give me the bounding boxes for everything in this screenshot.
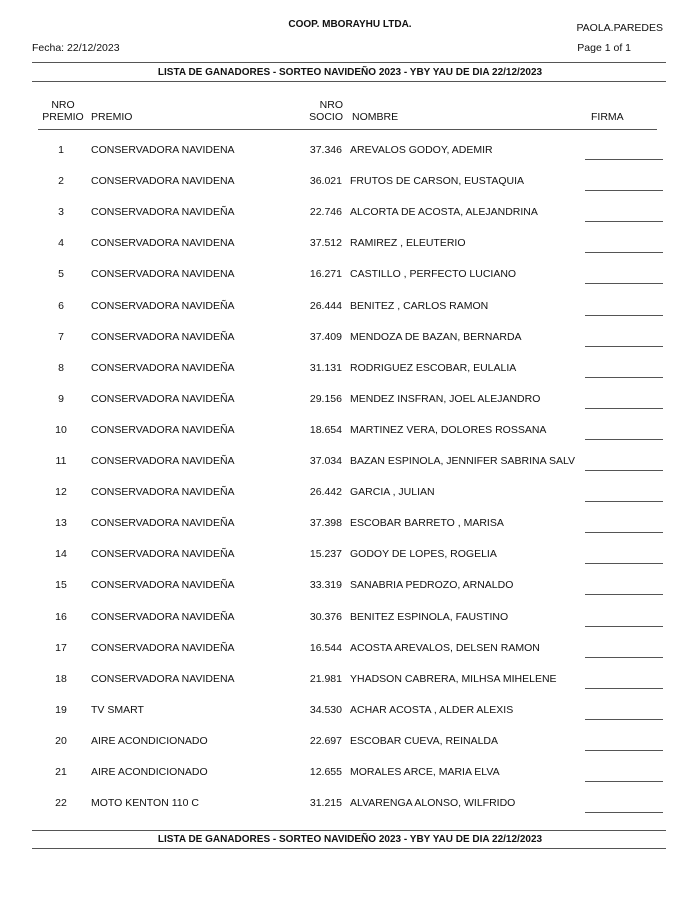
col-header-premio-number-line1: NRO <box>51 99 75 111</box>
nombre-cell: MENDOZA DE BAZAN, BERNARDA <box>350 330 522 343</box>
premio-cell: CONSERVADORA NAVIDENA <box>91 237 235 250</box>
col-header-socio-number <box>299 99 343 123</box>
table-row <box>0 766 700 797</box>
table-row <box>0 611 700 642</box>
nombre-cell: MORALES ARCE, MARIA ELVA <box>350 766 500 778</box>
socio-number-cell: 31.215 <box>309 797 342 810</box>
table-row <box>0 455 700 486</box>
premio-number-cell: 11 <box>55 455 67 467</box>
premio-cell: CONSERVADORA NAVIDENA <box>91 175 235 188</box>
nombre-cell: BENITEZ , CARLOS RAMON <box>350 299 489 312</box>
premio-cell: CONSERVADORA NAVIDEÑA <box>91 486 235 499</box>
premio-cell: MOTO KENTON 110 C <box>91 797 199 810</box>
signature-line <box>585 719 663 720</box>
top-rule <box>32 62 666 63</box>
premio-cell: CONSERVADORA NAVIDEÑA <box>91 455 235 467</box>
premio-cell: CONSERVADORA NAVIDEÑA <box>91 392 235 405</box>
signature-line <box>585 750 663 751</box>
premio-cell: CONSERVADORA NAVIDEÑA <box>91 641 235 654</box>
footer-title: LISTA DE GANADORES - SORTEO NAVIDEÑO 2023 - YBY YAU DE DIA 22/12/2023 <box>157 834 543 845</box>
table-row <box>0 424 700 455</box>
nombre-cell: GODOY DE LOPES, ROGELIA <box>350 548 497 561</box>
socio-number-cell: 21.981 <box>309 672 342 685</box>
signature-line <box>585 812 663 813</box>
nombre-cell: ALVARENGA ALONSO, WILFRIDO <box>350 797 516 810</box>
premio-number-cell: 7 <box>58 330 64 343</box>
socio-number-cell: 12.655 <box>309 766 342 778</box>
table-row <box>0 331 700 362</box>
signature-line <box>585 252 663 253</box>
signature-line <box>585 221 663 222</box>
premio-number-cell: 18 <box>55 672 67 685</box>
title-rule <box>32 81 666 82</box>
table-row <box>0 237 700 268</box>
premio-cell: CONSERVADORA NAVIDENA <box>91 268 235 281</box>
signature-line <box>585 408 663 409</box>
nombre-cell: GARCIA , JULIAN <box>350 486 435 499</box>
socio-number-cell: 18.654 <box>309 423 342 436</box>
footer-bottom-rule <box>32 848 666 849</box>
premio-cell: CONSERVADORA NAVIDEÑA <box>91 361 235 374</box>
signature-line <box>585 563 663 564</box>
table-row <box>0 517 700 548</box>
premio-number-cell: 9 <box>58 392 64 405</box>
table-row <box>0 268 700 299</box>
col-header-socio-number-line1: NRO <box>319 99 343 111</box>
signature-line <box>585 657 663 658</box>
col-header-premio: PREMIO <box>91 111 133 123</box>
socio-number-cell: 33.319 <box>309 579 342 592</box>
signature-line <box>585 439 663 440</box>
socio-number-cell: 36.021 <box>309 175 342 188</box>
socio-number-cell: 37.512 <box>309 237 342 250</box>
premio-cell: CONSERVADORA NAVIDEÑA <box>91 299 235 312</box>
socio-number-cell: 26.444 <box>309 299 342 312</box>
report-date: Fecha: 22/12/2023 <box>32 42 120 54</box>
premio-number-cell: 12 <box>55 486 67 499</box>
table-row <box>0 175 700 206</box>
premio-cell: AIRE ACONDICIONADO <box>91 734 208 747</box>
table-row <box>0 393 700 424</box>
nombre-cell: ESCOBAR BARRETO , MARISA <box>350 517 504 530</box>
premio-number-cell: 2 <box>58 175 64 188</box>
socio-number-cell: 37.034 <box>309 455 342 467</box>
company-name: COOP. MBORAYHU LTDA. <box>288 19 412 30</box>
table-row <box>0 206 700 237</box>
signature-line <box>585 781 663 782</box>
premio-cell: CONSERVADORA NAVIDEÑA <box>91 423 235 436</box>
col-header-premio-number <box>38 99 88 123</box>
premio-cell: CONSERVADORA NAVIDEÑA <box>91 330 235 343</box>
col-header-firma: FIRMA <box>591 111 624 123</box>
signature-line <box>585 626 663 627</box>
signature-line <box>585 190 663 191</box>
nombre-cell: MARTINEZ VERA, DOLORES ROSSANA <box>350 423 547 436</box>
nombre-cell: ACOSTA AREVALOS, DELSEN RAMON <box>350 641 540 654</box>
nombre-cell: MENDEZ INSFRAN, JOEL ALEJANDRO <box>350 392 541 405</box>
premio-number-cell: 8 <box>58 361 64 374</box>
premio-number-cell: 20 <box>55 734 67 747</box>
premio-cell: TV SMART <box>91 703 144 716</box>
table-row <box>0 735 700 766</box>
socio-number-cell: 15.237 <box>309 548 342 561</box>
premio-number-cell: 19 <box>55 703 67 716</box>
nombre-cell: ESCOBAR CUEVA, REINALDA <box>350 734 499 747</box>
table-row <box>0 704 700 735</box>
socio-number-cell: 16.544 <box>309 641 342 654</box>
col-header-socio-number-line2: SOCIO <box>309 111 343 123</box>
nombre-cell: YHADSON CABRERA, MILHSA MIHELENE <box>350 672 557 685</box>
table-row <box>0 579 700 610</box>
nombre-cell: CASTILLO , PERFECTO LUCIANO <box>350 268 517 281</box>
nombre-cell: SANABRIA PEDROZO, ARNALDO <box>350 579 514 592</box>
premio-number-cell: 4 <box>58 237 64 250</box>
socio-number-cell: 37.398 <box>309 517 342 530</box>
premio-number-cell: 16 <box>55 610 67 623</box>
premio-number-cell: 3 <box>58 206 64 219</box>
premio-number-cell: 1 <box>58 144 64 156</box>
nombre-cell: BAZAN ESPINOLA, JENNIFER SABRINA SALV <box>350 455 576 467</box>
socio-number-cell: 16.271 <box>309 268 342 281</box>
socio-number-cell: 22.746 <box>309 206 342 219</box>
table-row <box>0 300 700 331</box>
premio-cell: CONSERVADORA NAVIDENA <box>91 144 235 156</box>
nombre-cell: FRUTOS DE CARSON, EUSTAQUIA <box>350 175 525 188</box>
premio-cell: CONSERVADORA NAVIDEÑA <box>91 548 235 561</box>
footer-top-rule <box>32 830 666 831</box>
page-number: Page 1 of 1 <box>577 42 631 54</box>
premio-number-cell: 21 <box>55 766 67 778</box>
report-title: LISTA DE GANADORES - SORTEO NAVIDEÑO 2023 - YBY YAU DE DIA 22/12/2023 <box>157 67 543 78</box>
table-row <box>0 673 700 704</box>
table-row <box>0 548 700 579</box>
table-row <box>0 642 700 673</box>
premio-number-cell: 5 <box>58 268 64 281</box>
nombre-cell: RAMIREZ , ELEUTERIO <box>350 237 466 250</box>
user-name: PAOLA.PAREDES <box>576 22 663 34</box>
signature-line <box>585 501 663 502</box>
socio-number-cell: 22.697 <box>309 734 342 747</box>
signature-line <box>585 159 663 160</box>
signature-line <box>585 377 663 378</box>
nombre-cell: ALCORTA DE ACOSTA, ALEJANDRINA <box>350 206 538 219</box>
col-header-premio-number-line2: PREMIO <box>42 111 84 123</box>
premio-cell: AIRE ACONDICIONADO <box>91 766 208 778</box>
socio-number-cell: 34.530 <box>309 703 342 716</box>
premio-number-cell: 13 <box>55 517 67 530</box>
nombre-cell: AREVALOS GODOY, ADEMIR <box>350 144 493 156</box>
premio-cell: CONSERVADORA NAVIDENA <box>91 672 235 685</box>
nombre-cell: RODRIGUEZ ESCOBAR, EULALIA <box>350 361 517 374</box>
premio-number-cell: 17 <box>55 641 67 654</box>
signature-line <box>585 346 663 347</box>
signature-line <box>585 315 663 316</box>
table-row <box>0 144 700 175</box>
premio-number-cell: 6 <box>58 299 64 312</box>
premio-number-cell: 10 <box>55 423 67 436</box>
premio-cell: CONSERVADORA NAVIDEÑA <box>91 579 235 592</box>
socio-number-cell: 31.131 <box>309 361 342 374</box>
table-row <box>0 362 700 393</box>
nombre-cell: ACHAR ACOSTA , ALDER ALEXIS <box>350 703 514 716</box>
table-row <box>0 486 700 517</box>
header-rule <box>38 129 657 130</box>
premio-number-cell: 14 <box>55 548 67 561</box>
socio-number-cell: 37.409 <box>309 330 342 343</box>
nombre-cell: BENITEZ ESPINOLA, FAUSTINO <box>350 610 509 623</box>
socio-number-cell: 37.346 <box>309 144 342 156</box>
socio-number-cell: 26.442 <box>309 486 342 499</box>
socio-number-cell: 29.156 <box>309 392 342 405</box>
signature-line <box>585 470 663 471</box>
signature-line <box>585 688 663 689</box>
premio-number-cell: 22 <box>55 797 67 810</box>
signature-line <box>585 532 663 533</box>
signature-line <box>585 283 663 284</box>
premio-number-cell: 15 <box>55 579 67 592</box>
col-header-nombre: NOMBRE <box>352 111 399 123</box>
premio-cell: CONSERVADORA NAVIDEÑA <box>91 206 235 219</box>
signature-line <box>585 594 663 595</box>
socio-number-cell: 30.376 <box>309 610 342 623</box>
premio-cell: CONSERVADORA NAVIDEÑA <box>91 610 235 623</box>
premio-cell: CONSERVADORA NAVIDEÑA <box>91 517 235 530</box>
table-row <box>0 797 700 828</box>
